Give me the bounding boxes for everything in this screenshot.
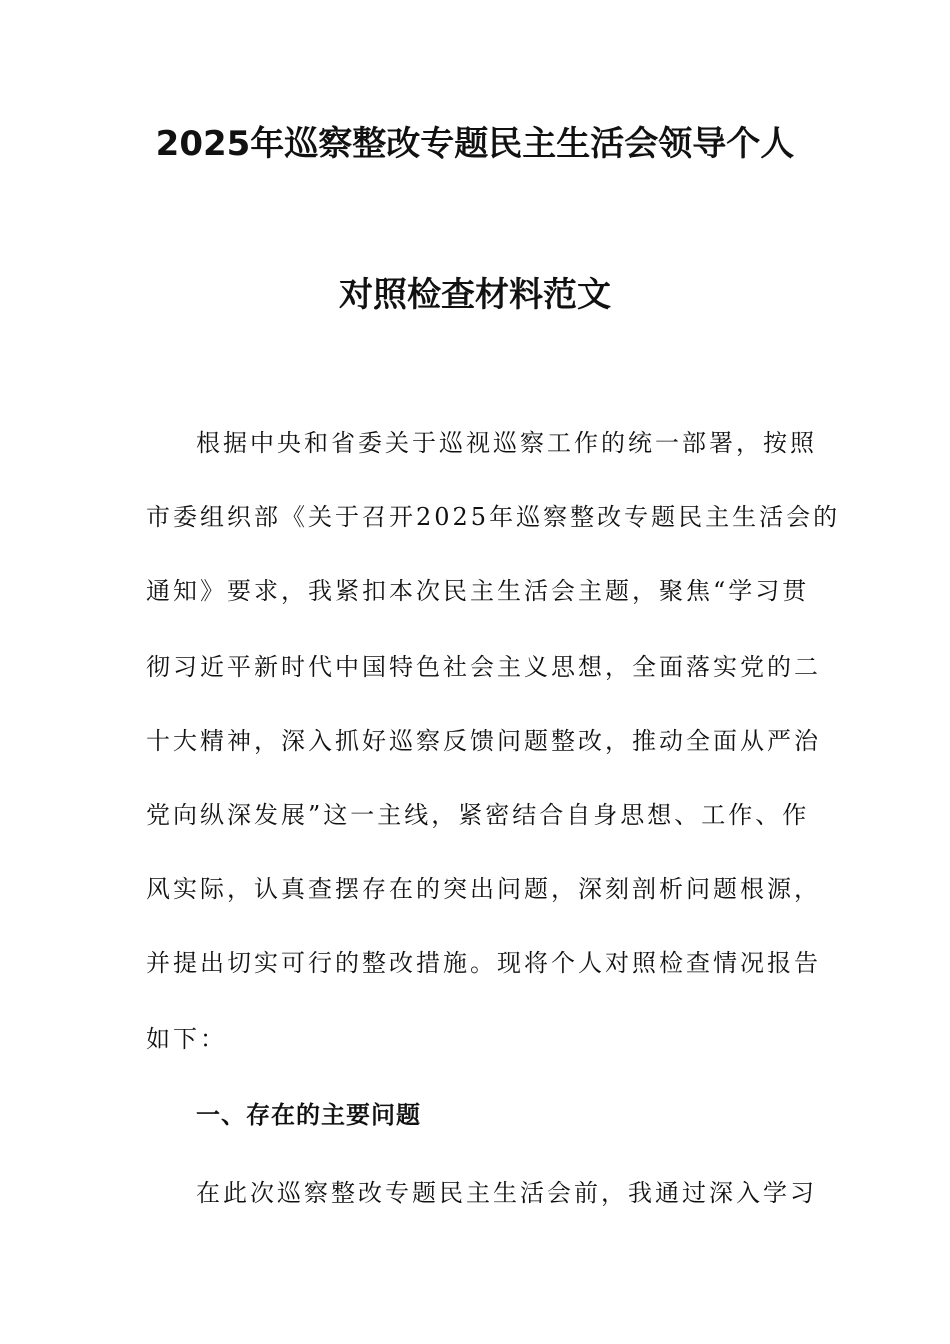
intro-paragraph-line-9: 如下： (146, 1025, 227, 1053)
intro-paragraph-line-2: 市委组织部《关于召开2025年巡察整改专题民主生活会的 (146, 503, 841, 531)
document-title-line-2: 对照检查材料范文 (339, 275, 611, 315)
intro-paragraph-line-4: 彻习近平新时代中国特色社会主义思想，全面落实党的二 (146, 653, 821, 681)
intro-paragraph-line-6: 党向纵深发展”这一主线，紧密结合自身思想、工作、作 (146, 801, 810, 829)
intro-paragraph-line-5: 十大精神，深入抓好巡察反馈问题整改，推动全面从严治 (146, 727, 821, 755)
section-1-paragraph-line-1: 在此次巡察整改专题民主生活会前，我通过深入学习 (196, 1179, 817, 1207)
document-title-line-1: 2025年巡察整改专题民主生活会领导个人 (155, 124, 795, 164)
section-heading-problems: 一、存在的主要问题 (196, 1101, 421, 1129)
intro-paragraph-line-8: 并提出切实可行的整改措施。现将个人对照检查情况报告 (146, 949, 821, 977)
intro-paragraph-line-7: 风实际，认真查摆存在的突出问题，深刻剖析问题根源， (146, 875, 821, 903)
intro-paragraph-line-3: 通知》要求，我紧扣本次民主生活会主题，聚焦“学习贯 (146, 577, 810, 605)
intro-paragraph-line-1: 根据中央和省委关于巡视巡察工作的统一部署，按照 (196, 429, 817, 457)
